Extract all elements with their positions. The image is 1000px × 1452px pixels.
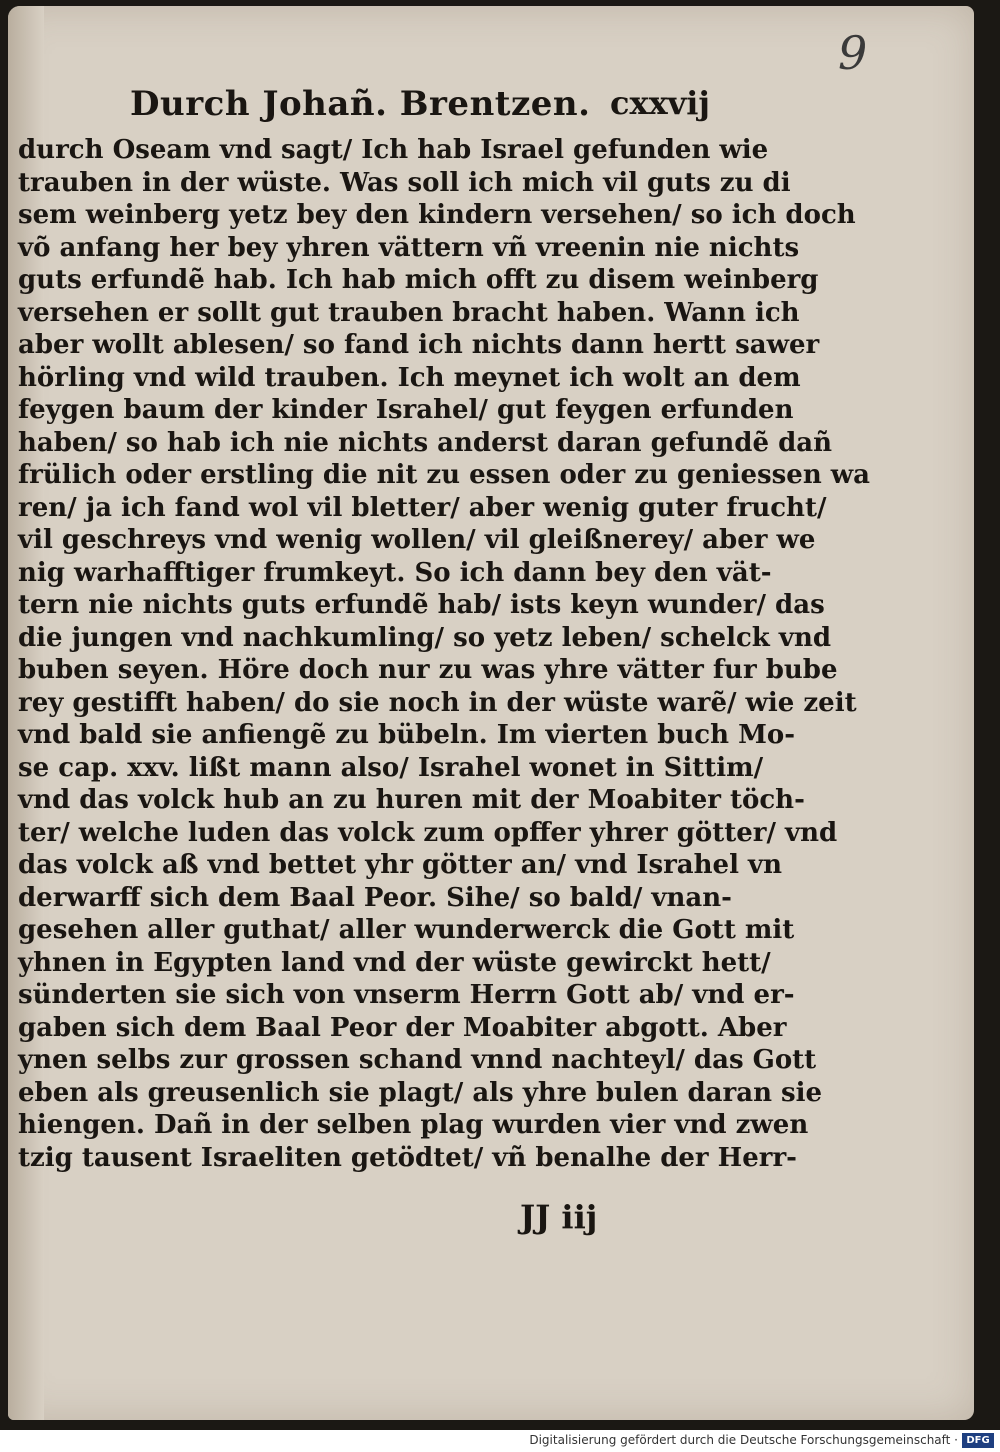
text-line: hiengen. Dañ in der selben plag wurden vier vnd zwen [18, 1110, 809, 1140]
text-line: yhnen in Egypten land vnd der wüste gewirckt hett/ [18, 947, 771, 978]
text-line: võ anfang her bey yhren vättern vñ vreenin nie nichts [18, 232, 800, 263]
text-line: ynen selbs zur grossen schand vnnd nachteyl/ das Gott [18, 1045, 817, 1075]
running-head-number: cxxvij [610, 84, 710, 122]
text-line: tern nie nichts guts erfundẽ hab/ ists keyn wunder/ das [18, 590, 825, 620]
text-line: derwarff sich dem Baal Peor. Sihe/ so bald/ vnan- [18, 882, 732, 913]
funding-notice: Digitalisierung gefördert durch die Deutsche Forschungsgemeinschaft · [529, 1433, 958, 1447]
running-head [130, 84, 710, 134]
text-line: se cap. xxv. lißt mann also/ Israhel wonet in Sittim/ [18, 752, 764, 783]
body-text [18, 134, 871, 1174]
text-line: ren/ ja ich fand wol vil bletter/ aber wenig guter frucht/ [18, 492, 827, 523]
text-line: tzig tausent Israeliten getödtet/ vñ benalhe der Herr- [18, 1142, 797, 1173]
text-line: ter/ welche luden das volck zum opffer yhrer götter/ vnd [18, 817, 838, 848]
text-line: aber wollt ablesen/ so fand ich nichts dann hertt sawer [18, 330, 820, 360]
signature-mark: JJ iij [520, 1198, 598, 1236]
running-head-title: Durch Johañ. Brentzen. [130, 84, 591, 124]
text-line: durch Oseam vnd sagt/ Ich hab Israel gefunden wie [18, 135, 769, 165]
text-line: eben als greusenlich sie plagt/ als yhre bulen daran sie [18, 1077, 823, 1108]
text-line: hörling vnd wild trauben. Ich meynet ich wolt an dem [18, 362, 801, 393]
text-line: vnd bald sie anfiengẽ zu bübeln. Im vierten buch Mo- [18, 720, 796, 750]
text-line: haben/ so hab ich nie nichts anderst daran gefundẽ dañ [18, 427, 832, 458]
text-line: sünderten sie sich von vnserm Herrn Gott ab/ vnd er- [18, 980, 795, 1010]
text-line: nig warhafftiger frumkeyt. So ich dann bey den vät- [18, 557, 772, 588]
text-line: buben seyen. Höre doch nur zu was yhre vätter fur bube [18, 655, 838, 685]
text-line: rey gestifft haben/ do sie noch in der wüste warẽ/ wie zeit [18, 687, 857, 718]
text-line: das volck aß vnd bettet yhr götter an/ vnd Israhel vn [18, 850, 783, 880]
text-line: frülich oder erstling die nit zu essen oder zu geniessen wa [18, 460, 871, 490]
text-line: die jungen vnd nachkumling/ so yetz leben/ schelck vnd [18, 622, 832, 653]
text-line: guts erfundẽ hab. Ich hab mich offt zu disem weinberg [18, 265, 819, 295]
text-line: gaben sich dem Baal Peor der Moabiter abgott. Aber [18, 1012, 787, 1043]
text-line: feygen baum der kinder Israhel/ gut feygen erfunden [18, 395, 794, 425]
text-line: vil geschreys vnd wenig wollen/ vil gleißnerey/ aber we [18, 525, 816, 555]
footer-bar [0, 1430, 1000, 1452]
text-line: vnd das volck hub an zu huren mit der Moabiter töch- [18, 785, 805, 815]
text-line: trauben in der wüste. Was soll ich mich vil guts zu di [18, 167, 791, 198]
dfg-logo: DFG [962, 1433, 994, 1448]
text-line: versehen er sollt gut trauben bracht haben. Wann ich [18, 297, 800, 328]
folio-number: 9 [838, 26, 868, 80]
text-line: gesehen aller guthat/ aller wunderwerck die Gott mit [18, 915, 795, 945]
text-line: sem weinberg yetz bey den kindern versehen/ so ich doch [18, 200, 856, 230]
